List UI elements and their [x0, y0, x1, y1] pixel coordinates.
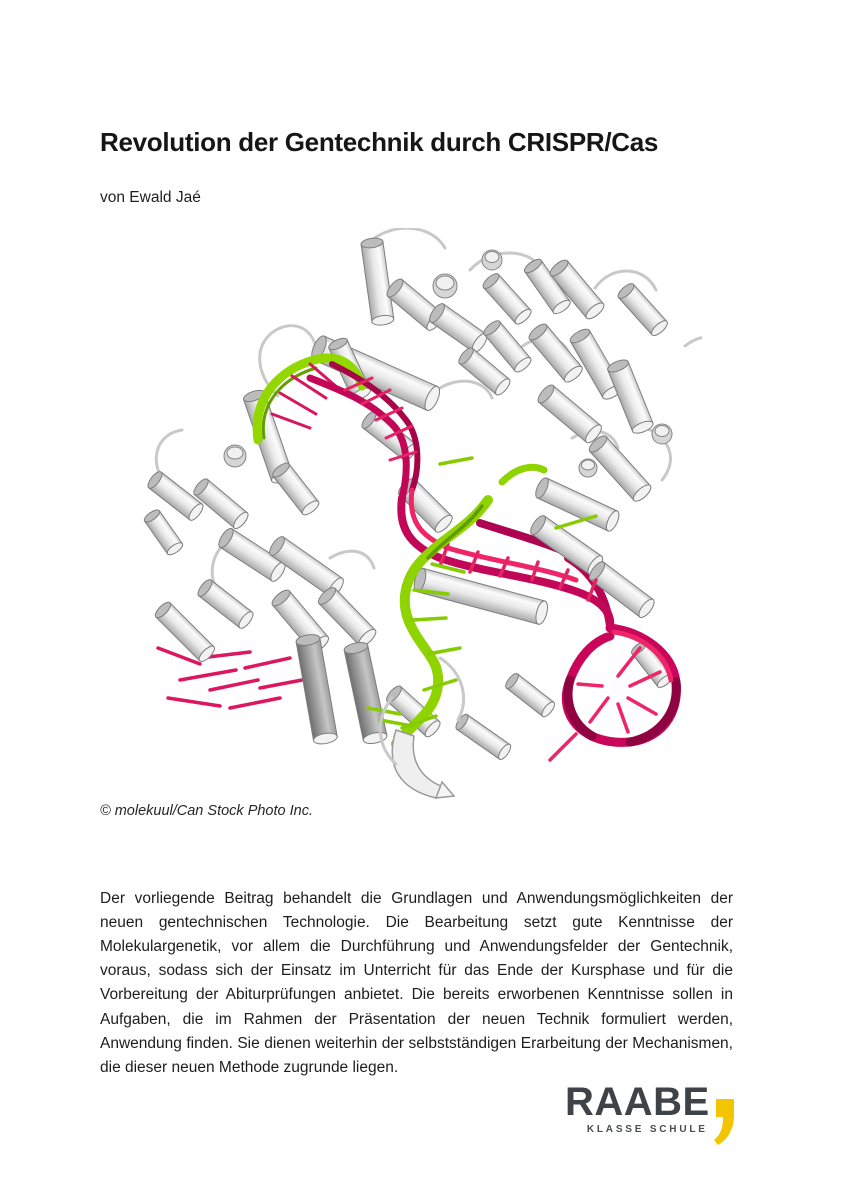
image-credit: © molekuul/Can Stock Photo Inc.	[100, 803, 313, 819]
byline: von Ewald Jaé	[100, 189, 201, 206]
raabe-logo	[565, 1080, 737, 1147]
brand-wordmark: RAABE	[565, 1080, 710, 1124]
protein-helix-cylinders	[142, 237, 674, 761]
crispr-molecule-illustration	[140, 228, 702, 800]
molecule-figure	[140, 228, 702, 800]
page-title: Revolution der Gentechnik durch CRISPR/Cas	[100, 127, 659, 158]
brand-tagline: KLASSE SCHULE	[586, 1123, 708, 1135]
intro-paragraph: Der vorliegende Beitrag behandelt die Grundlagen und Anwendungsmöglichkeiten der neuen gentechnischen Technologie. Die Bearbeitung setzt gute Kenntnisse der Molekulargenetik, vor allem die Durchführung und Anwendungsfelder der Gentechnik, voraus, sodass sich der Einsatz im Unterricht für das Ende der Kursphase und für die Vorbereitung der Abiturprüfungen anbietet. Die bereits erworbenen Kenntnisse sollen in Aufgaben, die im Rahmen der Präsentation der neuen Technik formuliert werden, Anwendung finden. Sie dienen weiterhin der selbstständigen Erarbeitung der Mechanismen, die dieser neuen Methode zugrunde liegen.	[100, 889, 733, 1076]
logo-comma-icon	[713, 1097, 737, 1147]
